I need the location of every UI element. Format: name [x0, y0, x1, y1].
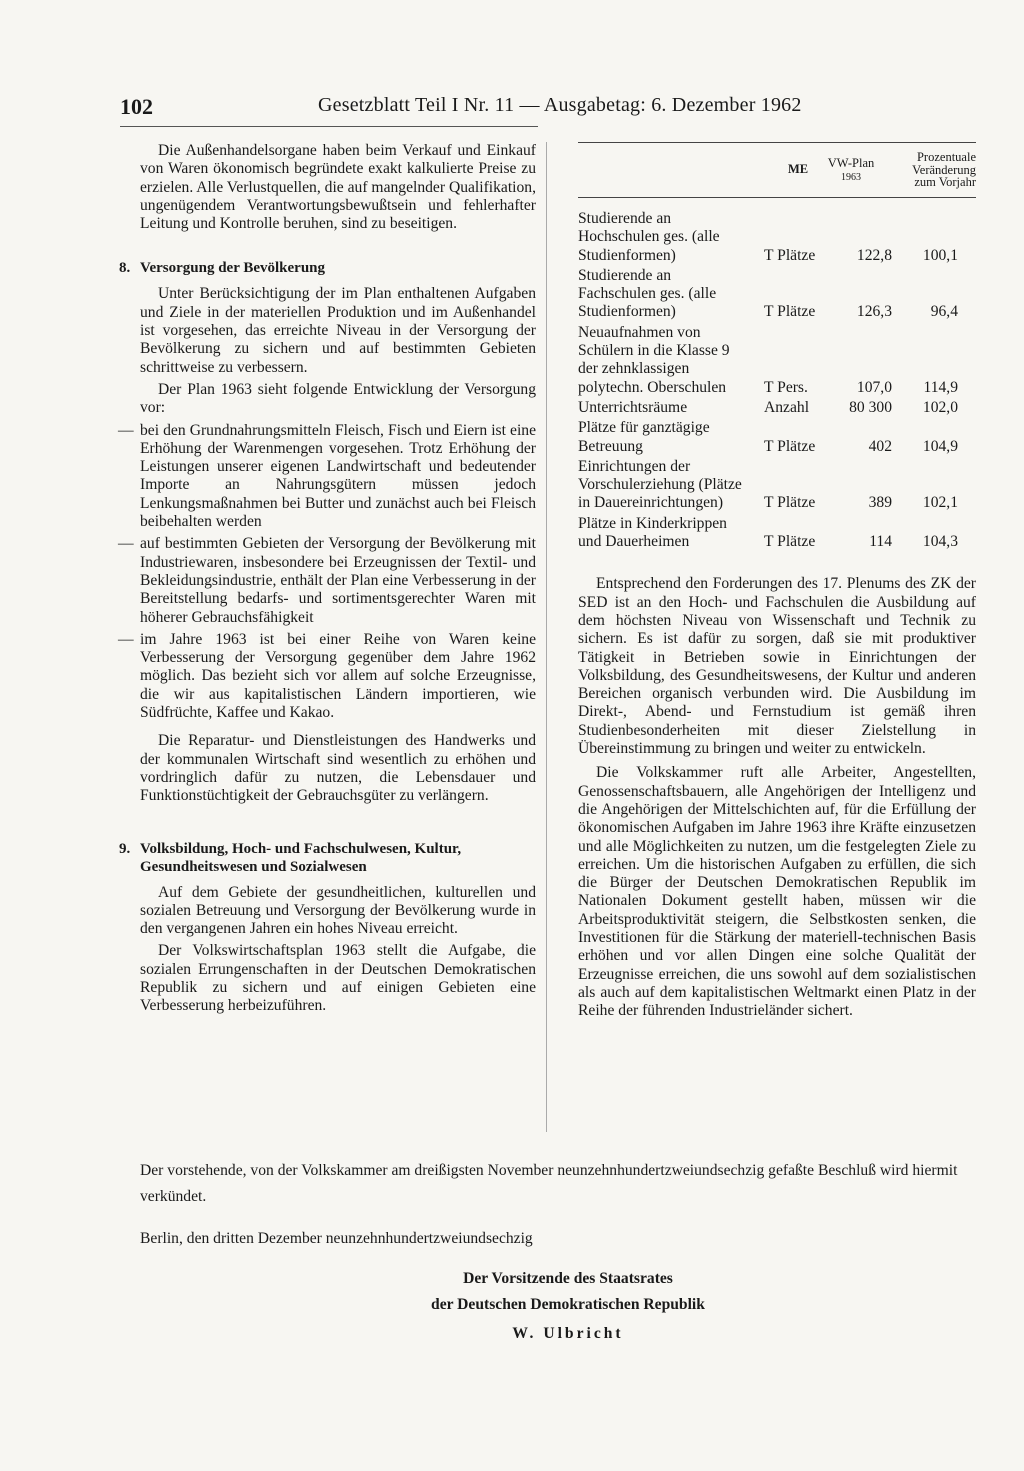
- section-9-number: 9.: [119, 840, 131, 857]
- row-plan-value: 107,0: [856, 378, 892, 396]
- section-8-paragraph-1: Unter Berücksichtigung der im Plan enthaltenen Aufgaben und Ziele in der materiellen Produktion und im Außenhandel ist vorgesehen, das erreichte Niveau in der Versorgung der Bevölkerung zu sichern und auf bestimmten Gebieten schrittweise zu verbessern.: [140, 285, 536, 376]
- signature-block: [388, 1266, 748, 1347]
- table-row: [578, 267, 976, 322]
- proclamation-text: Der vorstehende, von der Volkskammer am dreißigsten November neunzehnhundertzweiundsechzig gefaßte Beschluß wird hiermit verkündet.: [140, 1162, 958, 1205]
- table-row: [578, 210, 976, 265]
- list-dash: —: [118, 630, 134, 648]
- column-divider: [546, 142, 547, 1132]
- section-8-heading: [119, 259, 536, 277]
- row-change-value: 100,1: [922, 246, 958, 264]
- column-header-plan: [822, 157, 880, 184]
- row-change-value: 104,3: [922, 533, 958, 551]
- section-9-heading: [119, 840, 536, 876]
- row-label: Unterrichtsräume: [578, 398, 688, 416]
- row-label: Studierende an Hochschulen ges. (alle Studienformen): [578, 210, 720, 264]
- row-unit: T Pers.: [764, 378, 808, 396]
- signature-title-line-2: der Deutschen Demokratischen Republik: [431, 1296, 705, 1313]
- section-8-title: Versorgung der Bevölkerung: [140, 260, 326, 277]
- row-label: Einrichtungen der Vorschulerziehung (Plätze in Dauereinrichtungen): [578, 457, 742, 512]
- row-plan-value: 114: [869, 533, 892, 551]
- section-9-title: Volksbildung, Hoch- und Fachschulwesen, Kultur, Gesundheitswesen und Sozialwesen: [140, 840, 462, 875]
- signatory-name: W. Ulbricht: [512, 1325, 624, 1342]
- row-plan-value: 80 300: [849, 398, 892, 416]
- left-column: [118, 142, 536, 1016]
- row-change-value: 114,9: [923, 378, 958, 396]
- row-plan-value: 402: [868, 437, 892, 455]
- closing-block: [140, 1158, 978, 1252]
- row-change-value: 104,9: [922, 437, 958, 455]
- list-dash: —: [118, 535, 134, 553]
- row-plan-value: 126,3: [856, 303, 892, 321]
- row-label: Plätze für ganztägige Betreuung: [578, 419, 710, 455]
- header-rule: [120, 126, 538, 127]
- right-paragraph-1: Entsprechend den Forderungen des 17. Plenums des ZK der SED ist an den Hoch- und Fachschulen die Ausbildung auf dem höchsten Niveau von Wissenschaft und Technik zu sichern. Es ist dafür zu sorgen, daß sie mit produktiver Tätigkeit in Betrieben sowie in Einrichtungen der Volksbildung, des Gesundheitswesens, der Kultur und anderen Bereichen organisch verbunden wird. Die Ausbildung im Direkt-, Abend- und Fernstudium ist gemäß ihren Studienbesonderheiten mit dieser Zielstellung in Übereinstimmung zu bringen und weiter zu entwickeln.: [578, 575, 976, 758]
- list-item-text: im Jahre 1963 ist bei einer Reihe von Waren keine Verbesserung der Versorgung gegenüber dem Jahre 1962 möglich. Das bezieht sich vor allem auf solche Erzeugnisse, die wir aus kapitalistischen Ländern importieren, wie Südfrüchte, Kaffee und Kakao.: [140, 630, 536, 722]
- row-unit: T Plätze: [764, 246, 816, 264]
- row-change-value: 102,0: [922, 398, 958, 416]
- column-header-plan-label: VW-Plan: [827, 156, 875, 170]
- row-unit: T Plätze: [764, 437, 816, 455]
- section-9-paragraph-2: Der Volkswirtschaftsplan 1963 stellt die Aufgabe, die sozialen Errungenschaften in der Deutschen Demokratischen Republik zu sichern und auf einigen Gebieten eine Verbesserung herbeizuführen.: [140, 942, 536, 1015]
- section-8-paragraph-2: Der Plan 1963 sieht folgende Entwicklung der Versorgung vor:: [140, 380, 536, 417]
- table-row: [578, 458, 976, 513]
- row-unit: T Plätze: [764, 533, 816, 551]
- row-plan-value: 389: [868, 494, 892, 512]
- list-item-text: bei den Grundnahrungsmitteln Fleisch, Fisch und Eiern ist eine Erhöhung der Warenmengen vorgesehen. Trotz Erhöhung der Leistungen unserer eigenen Landwirtschaft und bedeutender Importe an Nahrungsgütern müssen jedoch Lenkungsmaßnahmen bei Butter und zunächst auch bei Fleisch beibehalten werden: [140, 421, 536, 531]
- column-header-change-line-1: Prozentuale: [916, 150, 976, 164]
- row-label: Studierende an Fachschulen ges. (alle Studienformen): [578, 266, 717, 321]
- table-header-rule: [578, 197, 976, 198]
- running-head: Gesetzblatt Teil I Nr. 11 — Ausgabetag: 6. Dezember 1962: [318, 94, 802, 116]
- list-item-text: auf bestimmten Gebieten der Versorgung der Bevölkerung mit Industriewaren, insbesondere bei Erzeugnissen der Textil- und Bekleidungsindustrie, enthält der Plan eine Verbesserung in der Bereitstellung bedarfs- und sortimentsgerechter Waren mit höherer Gebrauchsfähigkeit: [140, 535, 536, 626]
- section-8-number: 8.: [119, 260, 131, 277]
- column-header-plan-year: 1963: [841, 171, 861, 183]
- list-dash: —: [118, 421, 134, 439]
- row-label: Plätze in Kinderkrippen und Dauerheimen: [578, 514, 727, 551]
- table-row: [578, 399, 976, 417]
- table-row: [578, 515, 976, 552]
- row-change-value: 102,1: [922, 494, 958, 512]
- row-unit: Anzahl: [764, 398, 810, 416]
- intro-paragraph: Die Außenhandelsorgane haben beim Verkauf und Einkauf von Waren ökonomisch begründete exakt kalkulierte Preise zu erzielen. Alle Verlustquellen, die auf mangelnder Qualifikation, ungenügendem Verantwortungsbewußtsein und fehlerhafter Leitung und Kontrolle beruhen, sind zu beseitigen.: [140, 142, 536, 233]
- row-change-value: 96,4: [930, 303, 958, 321]
- table-row: [578, 419, 976, 456]
- table-header: [578, 147, 976, 191]
- column-header-change-line-2: Veränderung: [912, 162, 976, 177]
- supply-list: [118, 421, 536, 723]
- row-label: Neuaufnahmen von Schülern in die Klasse 9 der zehnklassigen polytechn. Oberschulen: [578, 323, 730, 396]
- row-plan-value: 122,8: [856, 246, 892, 264]
- table-top-rule: [578, 142, 976, 143]
- place-date: Berlin, den dritten Dezember neunzehnhundertzweiundsechzig: [140, 1230, 533, 1247]
- signature-title-line-1: Der Vorsitzende des Staatsrates: [463, 1270, 673, 1287]
- page-number: 102: [120, 94, 153, 119]
- section-9-paragraph-1: Auf dem Gebiete der gesundheitlichen, kulturellen und sozialen Betreuung und Versorgung der Bevölkerung wurde in den vergangenen Jahren ein hohes Niveau erreicht.: [140, 883, 536, 938]
- page-header: [120, 94, 980, 124]
- column-header-me: ME: [788, 162, 809, 176]
- list-item: [118, 421, 536, 532]
- row-unit: T Plätze: [764, 494, 816, 512]
- section-8-paragraph-3: Die Reparatur- und Dienstleistungen des Handwerks und der kommunalen Wirtschaft sind wesentlich zu erhöhen und vordringlich dafür zu nutzen, die Lebensdauer und Funktionstüchtigkeit der Gebrauchsgüter zu verlängern.: [140, 732, 536, 805]
- list-item: [118, 535, 536, 626]
- column-header-change: [880, 151, 976, 189]
- right-column: [578, 142, 976, 1020]
- right-paragraph-2: Die Volkskammer ruft alle Arbeiter, Angestellten, Genossenschaftsbauern, alle Angehörigen der Intelligenz und die Angehörigen der Mittelschichten auf, für die Erfüllung der ökonomischen Aufgaben im Jahre 1963 ihre Kräfte einzusetzen und alle Möglichkeiten zu nutzen, um die festgelegten Ziele zu erreichen. Um die historischen Aufgaben zu erfüllen, die sich die Bürger der Deutschen Demokratischen Republik im Nationalen Dokument gestellt haben, müssen wir die Arbeitsproduktivität steigern, die Selbstkosten senken, die Investitionen für die Stärkung der materiell-technischen Basis erhöhen und vor allen Dingen eine solche Qualität der Erzeugnisse erreichen, die uns sowohl auf dem sozialistischen als auch auf dem kapitalistischen Weltmarkt einen Platz in der Reihe der führenden Industrieländer sichert.: [578, 764, 976, 1020]
- table-row: [578, 324, 976, 397]
- row-unit: T Plätze: [764, 303, 816, 321]
- column-header-change-line-3: zum Vorjahr: [914, 175, 976, 189]
- list-item: [118, 630, 536, 722]
